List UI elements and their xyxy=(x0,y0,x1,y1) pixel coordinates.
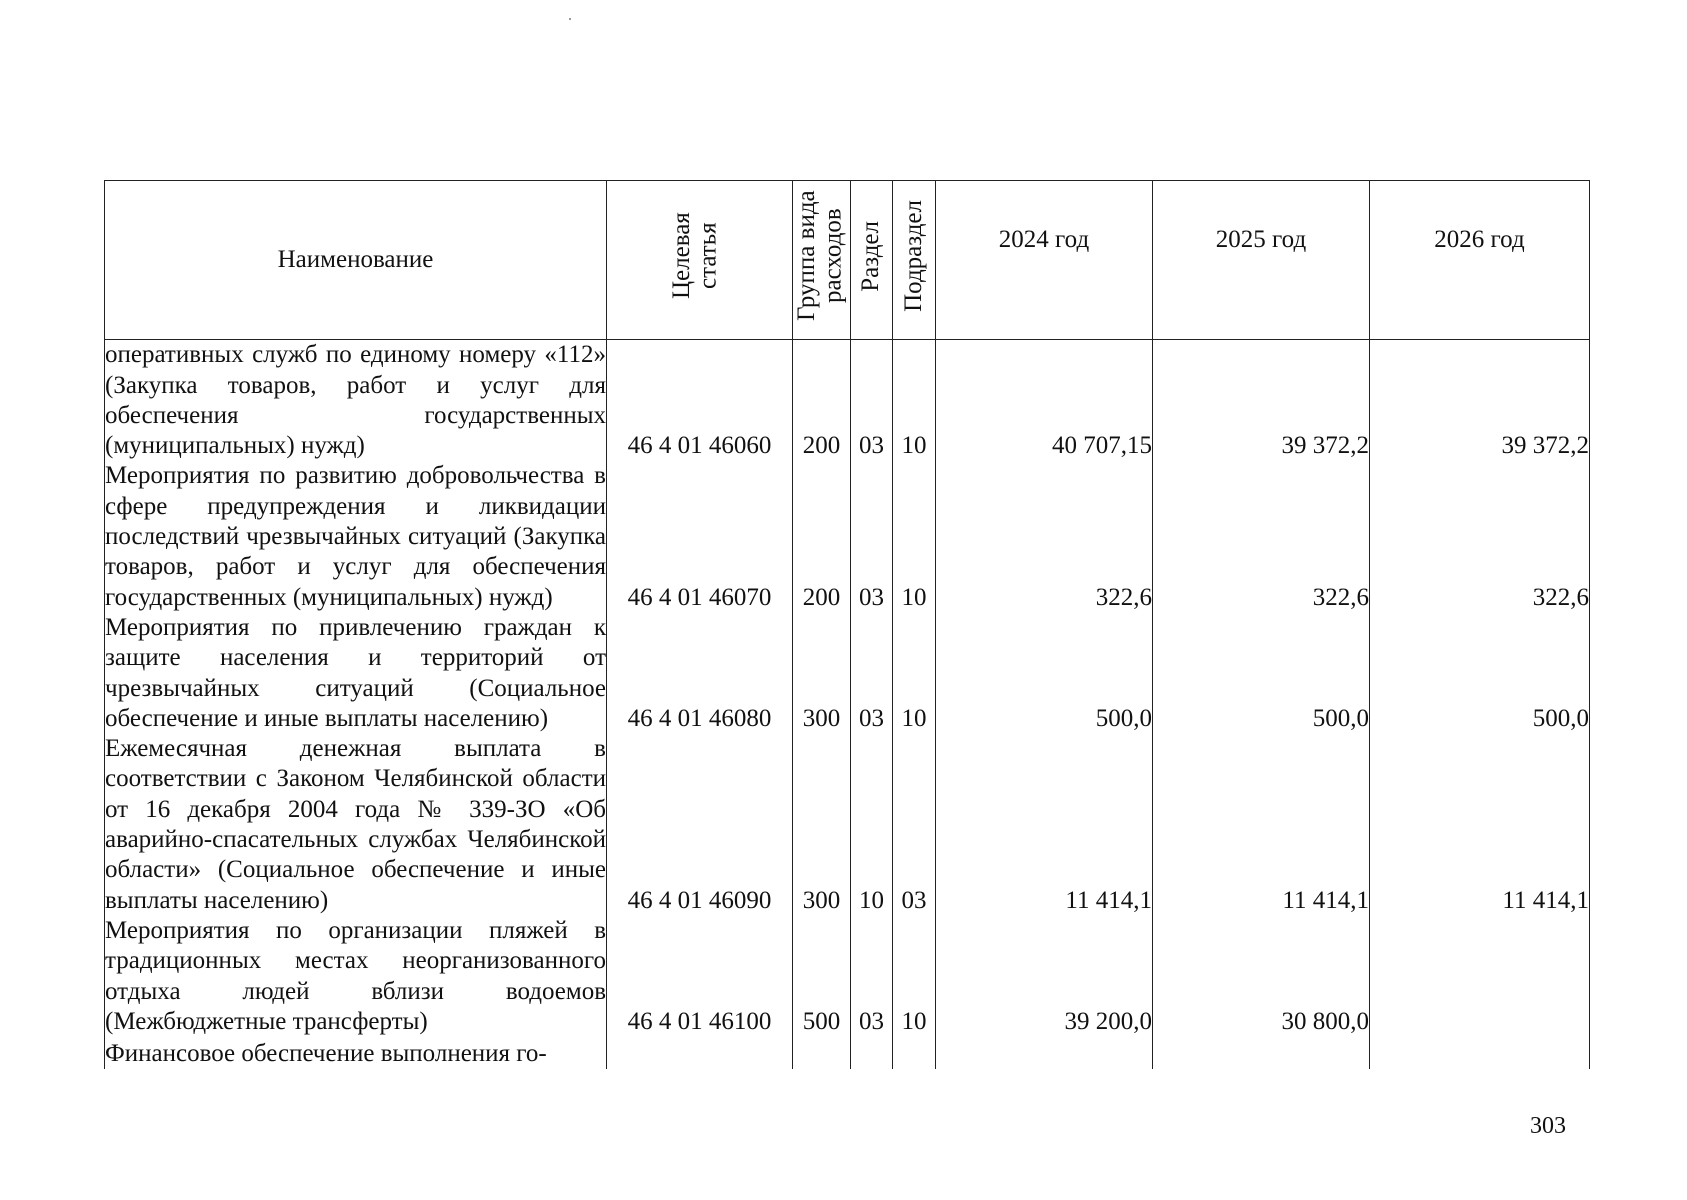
row-group: 200 xyxy=(793,340,851,462)
row-2024: 500,0 xyxy=(936,613,1153,734)
row-subsection: 03 xyxy=(893,734,936,916)
row-target: 46 4 01 46080 xyxy=(607,613,793,734)
header-2026: 2026 год xyxy=(1370,181,1590,340)
row-target: 46 4 01 46090 xyxy=(607,734,793,916)
row-group: 300 xyxy=(793,613,851,734)
row-group: 300 xyxy=(793,734,851,916)
row-subsection: 10 xyxy=(893,613,936,734)
scan-speck xyxy=(569,18,571,20)
table-body xyxy=(105,340,1590,1069)
empty-cell xyxy=(1370,1037,1590,1069)
row-section: 03 xyxy=(851,613,893,734)
table-row xyxy=(105,340,1590,462)
row-2024: 39 200,0 xyxy=(936,916,1153,1037)
row-2025: 11 414,1 xyxy=(1153,734,1370,916)
empty-cell xyxy=(936,1037,1153,1069)
header-2024: 2024 год xyxy=(936,181,1153,340)
table-row-continuation xyxy=(105,1037,1590,1069)
row-2025: 500,0 xyxy=(1153,613,1370,734)
row-section: 03 xyxy=(851,461,893,612)
row-group: 200 xyxy=(793,461,851,612)
empty-cell xyxy=(851,1037,893,1069)
header-subsection: Подраздел xyxy=(893,181,936,340)
header-name: Наименование xyxy=(105,181,607,340)
row-2025: 39 372,2 xyxy=(1153,340,1370,462)
budget-table xyxy=(104,180,1590,1069)
row-2026: 500,0 xyxy=(1370,613,1590,734)
row-2024: 11 414,1 xyxy=(936,734,1153,916)
row-section: 10 xyxy=(851,734,893,916)
empty-cell xyxy=(793,1037,851,1069)
row-name: Мероприятия по привлечению граждан к защите населения и территорий от чрезвычайных ситуаций (Социальное обеспечение и иные выплаты населению) xyxy=(105,613,607,734)
row-2026 xyxy=(1370,916,1590,1037)
empty-cell xyxy=(893,1037,936,1069)
row-name: Ежемесячная денежная выплата в соответствии с Законом Челябинской области от 16 декабря 2004 года № 339-ЗО «Об аварийно-спасательных службах Челябинской области» (Социальное обеспечение и иные выплаты населению) xyxy=(105,734,607,916)
header-section: Раздел xyxy=(851,181,893,340)
row-2025: 30 800,0 xyxy=(1153,916,1370,1037)
row-2026: 11 414,1 xyxy=(1370,734,1590,916)
empty-cell xyxy=(607,1037,793,1069)
row-2026: 322,6 xyxy=(1370,461,1590,612)
header-2025: 2025 год xyxy=(1153,181,1370,340)
table-row xyxy=(105,461,1590,612)
row-subsection: 10 xyxy=(893,461,936,612)
header-group: Группа вида расходов xyxy=(793,181,851,340)
row-name: Мероприятия по развитию добровольчества в сфере предупреждения и ликвидации последствий чрезвычайных ситуаций (Закупка товаров, работ и услуг для обеспечения государственных (муниципальных) нужд) xyxy=(105,461,607,612)
row-target: 46 4 01 46070 xyxy=(607,461,793,612)
row-section: 03 xyxy=(851,340,893,462)
row-group: 500 xyxy=(793,916,851,1037)
row-2026: 39 372,2 xyxy=(1370,340,1590,462)
row-2024: 322,6 xyxy=(936,461,1153,612)
row-2024: 40 707,15 xyxy=(936,340,1153,462)
header-target: Целевая статья xyxy=(607,181,793,340)
row-2025: 322,6 xyxy=(1153,461,1370,612)
table-row xyxy=(105,734,1590,916)
row-name: Финансовое обеспечение выполнения го- xyxy=(105,1037,607,1069)
row-section: 03 xyxy=(851,916,893,1037)
table-header xyxy=(105,181,1590,340)
table-row xyxy=(105,916,1590,1037)
table-row xyxy=(105,613,1590,734)
row-subsection: 10 xyxy=(893,916,936,1037)
row-target: 46 4 01 46100 xyxy=(607,916,793,1037)
row-name: Мероприятия по организации пляжей в традиционных местах неорганизованного отдыха людей вблизи водоемов (Межбюджетные трансферты) xyxy=(105,916,607,1037)
row-subsection: 10 xyxy=(893,340,936,462)
row-target: 46 4 01 46060 xyxy=(607,340,793,462)
row-name: оперативных служб по единому номеру «112» (Закупка товаров, работ и услуг для обеспечения государственных (муниципальных) нужд) xyxy=(105,340,607,462)
empty-cell xyxy=(1153,1037,1370,1069)
page-number: 303 xyxy=(1530,1113,1566,1139)
